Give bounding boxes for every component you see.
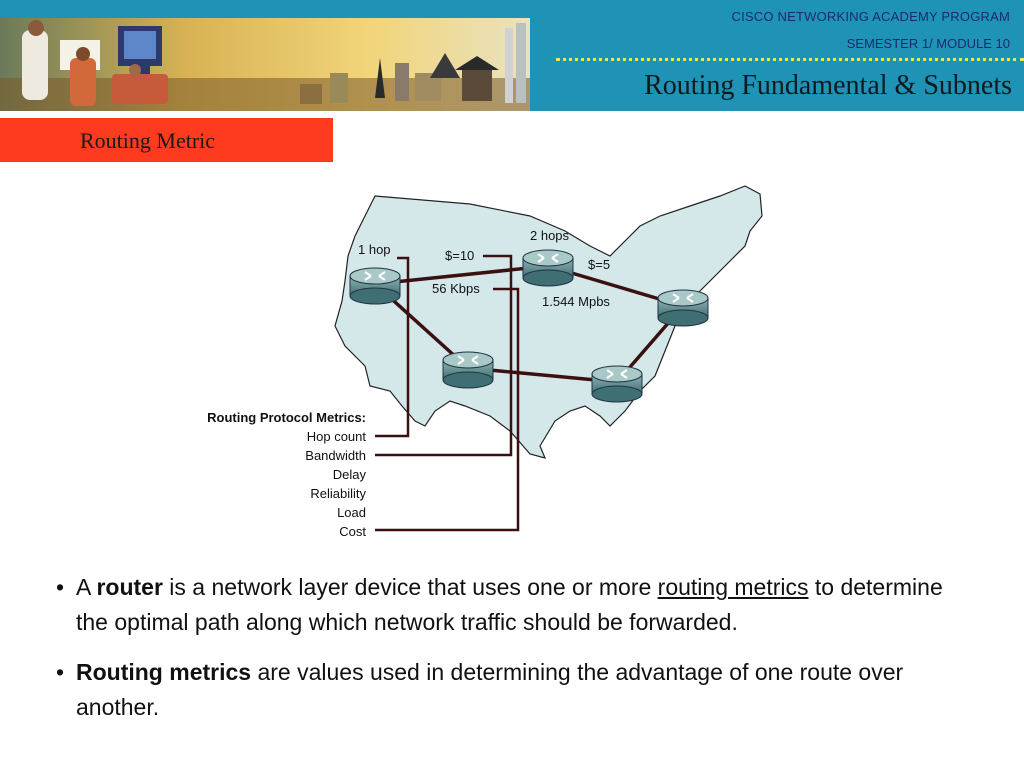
routing-metrics-link[interactable]: routing metrics <box>657 574 809 600</box>
metric-hop-count: Hop count <box>306 429 366 444</box>
bullet-item <box>56 570 976 640</box>
label-2-hops: 2 hops <box>530 228 570 243</box>
router-icon <box>592 366 642 402</box>
metric-cost: Cost <box>339 524 366 539</box>
bullet-text-mid: is a network layer device that uses one or more <box>162 574 658 600</box>
section-title: Routing Metric <box>80 128 216 153</box>
bullet-list <box>56 570 976 740</box>
router-icon <box>443 352 493 388</box>
router-icon <box>350 268 400 304</box>
network-diagram <box>170 176 780 551</box>
banner-illustration <box>0 18 530 111</box>
bullet-text-post: are values used in determining the advantage of one route over another. <box>76 659 904 720</box>
program-label: CISCO NETWORKING ACADEMY PROGRAM <box>731 9 1010 24</box>
metric-delay: Delay <box>332 467 366 482</box>
router-icon <box>658 290 708 326</box>
metric-reliability: Reliability <box>310 486 366 501</box>
bullet-item <box>56 655 976 725</box>
label-cost-10: $=10 <box>445 248 475 263</box>
metric-load: Load <box>337 505 366 520</box>
metrics-heading: Routing Protocol Metrics: <box>207 410 366 425</box>
bullet-dot: • <box>56 574 65 600</box>
module-label: SEMESTER 1/ MODULE 10 <box>846 36 1010 51</box>
page-title: Routing Fundamental & Subnets <box>644 70 1012 101</box>
label-1-hop: 1 hop <box>358 242 391 257</box>
section-tab <box>0 118 333 162</box>
bullet-bold-router: router <box>96 574 163 600</box>
metric-bandwidth: Bandwidth <box>305 448 366 463</box>
label-56kbps: 56 Kbps <box>432 281 480 296</box>
label-cost-5: $=5 <box>588 257 611 272</box>
bullet-text-post: to determine the optimal path along which network traffic should be forwarded. <box>76 574 943 635</box>
header-banner <box>0 0 1024 111</box>
header-divider <box>556 58 1024 61</box>
router-icon <box>523 250 573 286</box>
bullet-text-pre: A <box>76 574 97 600</box>
label-1544: 1.544 Mpbs <box>542 294 610 309</box>
bullet-dot: • <box>56 659 65 685</box>
bullet-bold-routing-metrics: Routing metrics <box>76 659 252 685</box>
